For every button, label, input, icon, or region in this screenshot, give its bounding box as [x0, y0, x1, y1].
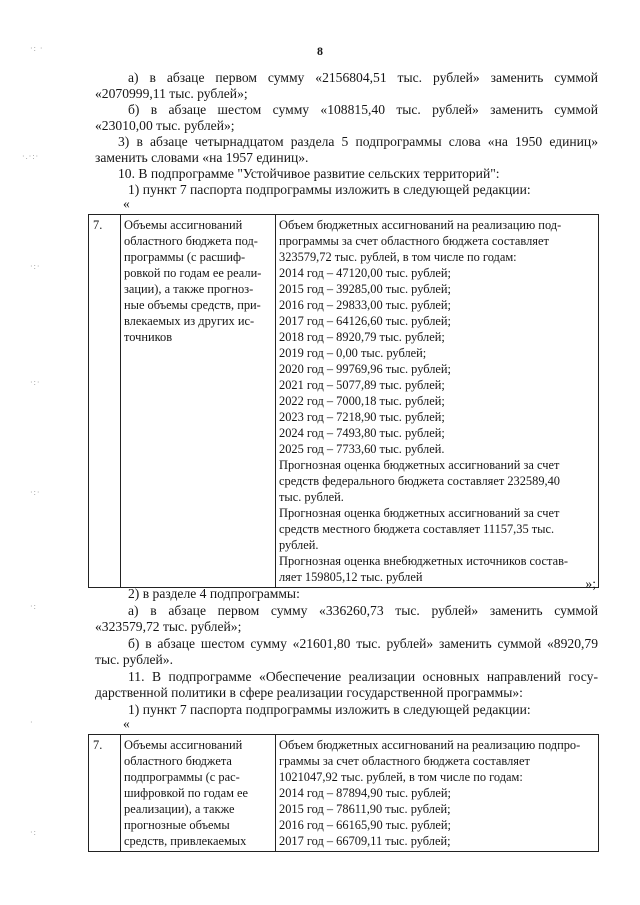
scan-mark-1: ·: ·	[30, 44, 44, 53]
table1-label-line: ные объемы средств, при-	[124, 298, 261, 312]
table1-content-line: Прогнозная оценка внебюджетных источников состав-	[279, 554, 569, 568]
table2-content-line: 2014 год – 87894,90 тыс. рублей;	[279, 786, 451, 800]
table1-content-line: средств местного бюджета составляет 11157,35 тыс.	[279, 522, 555, 536]
table2-content-line: 2016 год – 66165,90 тыс. рублей;	[279, 818, 451, 832]
paragraph-11-line1: 11. В подпрограмме «Обеспечение реализации основных направлений госу-	[128, 669, 598, 684]
table1-content-line: ляет 159805,12 тыс. рублей	[279, 570, 423, 584]
quote-close-1: »;	[585, 576, 596, 591]
paragraph-2a-line1: а) в абзаце первом сумму «336260,73 тыс. рублей» заменить суммой	[128, 603, 598, 618]
table1-content-line: программы за счет областного бюджета составляет	[279, 234, 549, 248]
table1-label-line: программы (с расшиф-	[124, 250, 246, 264]
table1-label-line: влекаемых из других ис-	[124, 314, 255, 328]
scan-mark-7: ·	[30, 718, 34, 727]
paragraph-2b-line2: тыс. рублей».	[95, 652, 174, 667]
table1-content-line: 2017 год – 64126,60 тыс. рублей;	[279, 314, 451, 328]
table1-content-line: 2016 год – 29833,00 тыс. рублей;	[279, 298, 451, 312]
paragraph-11-line2: дарственной политики в сфере реализации государственной программы»:	[95, 685, 523, 700]
table2-label-cell	[121, 735, 276, 852]
table2-label-line: реализации), а также	[124, 802, 235, 816]
table2-content-line: Объем бюджетных ассигнований на реализацию подпро-	[279, 738, 581, 752]
paragraph-b-line2: «23010,00 тыс. рублей»;	[95, 118, 235, 133]
passport-table-2	[88, 734, 599, 852]
table2-label-line: областного бюджета	[124, 754, 232, 768]
table1-content-line: 2018 год – 8920,79 тыс. рублей;	[279, 330, 445, 344]
table1-content-line: 2022 год – 7000,18 тыс. рублей;	[279, 394, 445, 408]
table2-label-line: подпрограммы (с рас-	[124, 770, 240, 784]
scan-mark-4: ·:·	[30, 378, 41, 387]
table1-label-line: областного бюджета под-	[124, 234, 258, 248]
table1-content-line: средств федерального бюджета составляет 232589,40	[279, 474, 561, 488]
scan-mark-8: ·:	[30, 828, 37, 837]
table2-content-line: граммы за счет областного бюджета составляет	[279, 754, 530, 768]
passport-table-1	[88, 214, 599, 588]
table2-label-line: средств, привлекаемых	[124, 834, 247, 848]
table1-row-number: 7.	[89, 215, 121, 588]
table1-label-line: точников	[124, 330, 173, 344]
table1-content-line: 2015 год – 39285,00 тыс. рублей;	[279, 282, 451, 296]
paragraph-2-heading: 2) в разделе 4 подпрограммы:	[128, 586, 300, 601]
scan-mark-2: ·.·:·	[22, 152, 40, 161]
table1-label-line: Объемы ассигнований	[124, 218, 243, 232]
paragraph-b-line1: б) в абзаце шестом сумму «108815,40 тыс. рублей» заменить суммой	[128, 102, 598, 117]
table1-content-line: Объем бюджетных ассигнований на реализацию под-	[279, 218, 562, 232]
paragraph-a-line2: «2070999,11 тыс. рублей»;	[95, 86, 248, 101]
scan-mark-3: ·:·	[30, 262, 41, 271]
table1-content-line: 2021 год – 5077,89 тыс. рублей;	[279, 378, 445, 392]
table1-content-line: 2019 год – 0,00 тыс. рублей;	[279, 346, 427, 360]
paragraph-2b-line1: б) в абзаце шестом сумму «21601,80 тыс. рублей» заменить суммой «8920,79	[128, 636, 598, 651]
table1-content-line: 2025 год – 7733,60 тыс. рублей.	[279, 442, 445, 456]
table2-content-line: 1021047,92 тыс. рублей, в том числе по годам:	[279, 770, 523, 784]
table2-label-line: шифровкой по годам ее	[124, 786, 249, 800]
table2-row-number: 7.	[89, 735, 121, 852]
table1-content-line: рублей.	[279, 538, 319, 552]
table1-content-line: 2023 год – 7218,90 тыс. рублей;	[279, 410, 445, 424]
paragraph-a-line1: а) в абзаце первом сумму «2156804,51 тыс. рублей» заменить суммой	[128, 70, 598, 85]
table1-content-line: тыс. рублей.	[279, 490, 344, 504]
table2-content-line: 2017 год – 66709,11 тыс. рублей;	[279, 834, 451, 848]
paragraph-2a-line2: «323579,72 тыс. рублей»;	[95, 619, 242, 634]
table1-content-line: Прогнозная оценка бюджетных ассигнований за счет	[279, 506, 560, 520]
table1-content-line: 2014 год – 47120,00 тыс. рублей;	[279, 266, 451, 280]
table1-label-line: ровкой по годам ее реали-	[124, 266, 262, 280]
quote-open-2: «	[123, 716, 130, 731]
paragraph-11-item1: 1) пункт 7 паспорта подпрограммы изложить в следующей редакции:	[128, 702, 531, 717]
table2-content-line: 2015 год – 78611,90 тыс. рублей;	[279, 802, 451, 816]
table1-content-line: 2020 год – 99769,96 тыс. рублей;	[279, 362, 451, 376]
table1-content-line: 323579,72 тыс. рублей, в том числе по годам:	[279, 250, 517, 264]
scan-mark-5: ·:·	[30, 488, 41, 497]
table1-content-cell	[276, 215, 599, 588]
table1-content-line: 2024 год – 7493,80 тыс. рублей;	[279, 426, 445, 440]
table1-label-cell	[121, 215, 276, 588]
paragraph-3-line1: 3) в абзаце четырнадцатом раздела 5 подпрограммы слова «на 1950 единиц»	[118, 134, 598, 149]
table2-label-line: Объемы ассигнований	[124, 738, 243, 752]
quote-open-1: «	[123, 196, 130, 211]
table1-label-line: зации), а также прогноз-	[124, 282, 254, 296]
table2-content-cell	[276, 735, 599, 852]
page-number: 8	[317, 44, 323, 58]
paragraph-3-line2: заменить словами «на 1957 единиц».	[95, 150, 309, 165]
paragraph-10-item1: 1) пункт 7 паспорта подпрограммы изложить в следующей редакции:	[128, 182, 531, 197]
paragraph-10-heading: 10. В подпрограмме "Устойчивое развитие сельских территорий":	[118, 166, 500, 181]
scan-mark-6: ·:	[30, 602, 37, 611]
table1-content-line: Прогнозная оценка бюджетных ассигнований за счет	[279, 458, 560, 472]
table2-label-line: прогнозные объемы	[124, 818, 230, 832]
